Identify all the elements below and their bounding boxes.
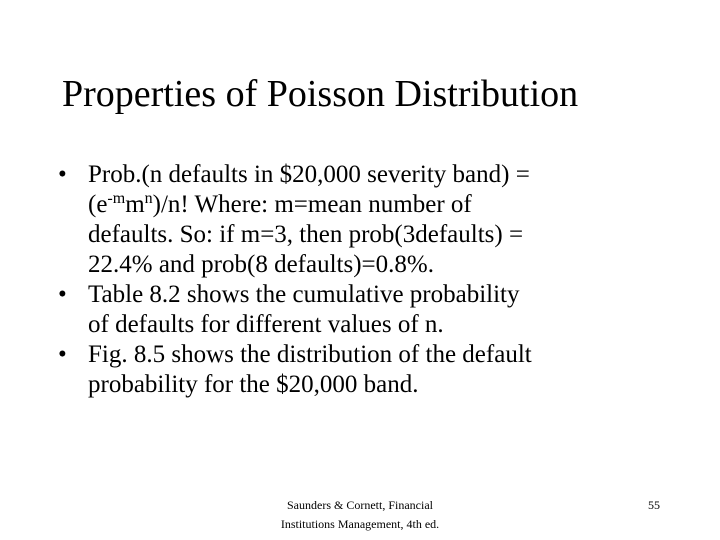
footer-line: Institutions Management, 4th ed.	[280, 517, 440, 531]
formula-text: (e	[88, 191, 108, 218]
formula-text: )/n! Where: m=mean number of	[152, 191, 472, 218]
page-number: 55	[648, 498, 660, 512]
formula-text: m	[125, 191, 145, 218]
bullet-list	[58, 160, 698, 400]
footer-line: Saunders & Cornett, Financial	[287, 498, 433, 512]
bullet-icon: •	[58, 281, 67, 308]
bullet-text-line: Prob.(n defaults in $20,000 severity band) =	[88, 161, 530, 188]
bullet-icon: •	[58, 161, 67, 188]
bullet-item-poisson-formula	[58, 160, 698, 280]
bullet-item-table-8-2	[58, 280, 698, 340]
bullet-text-line: probability for the $20,000 band.	[88, 371, 419, 398]
formula-exponent: n	[144, 190, 153, 207]
bullet-text-line: of defaults for different values of n.	[88, 311, 444, 338]
bullet-icon: •	[58, 341, 67, 368]
slide-title: Properties of Poisson Distribution	[62, 73, 579, 115]
bullet-text-line: Table 8.2 shows the cumulative probability	[88, 281, 520, 308]
bullet-text-line: Fig. 8.5 shows the distribution of the default	[88, 341, 532, 368]
poisson-formula-line	[88, 190, 698, 220]
bullet-item-fig-8-5	[58, 340, 698, 400]
formula-exponent: -m	[107, 190, 126, 207]
bullet-text-line: 22.4% and prob(8 defaults)=0.8%.	[88, 251, 434, 278]
bullet-text-line: defaults. So: if m=3, then prob(3defaults) =	[88, 221, 524, 248]
footer-citation	[250, 496, 470, 534]
